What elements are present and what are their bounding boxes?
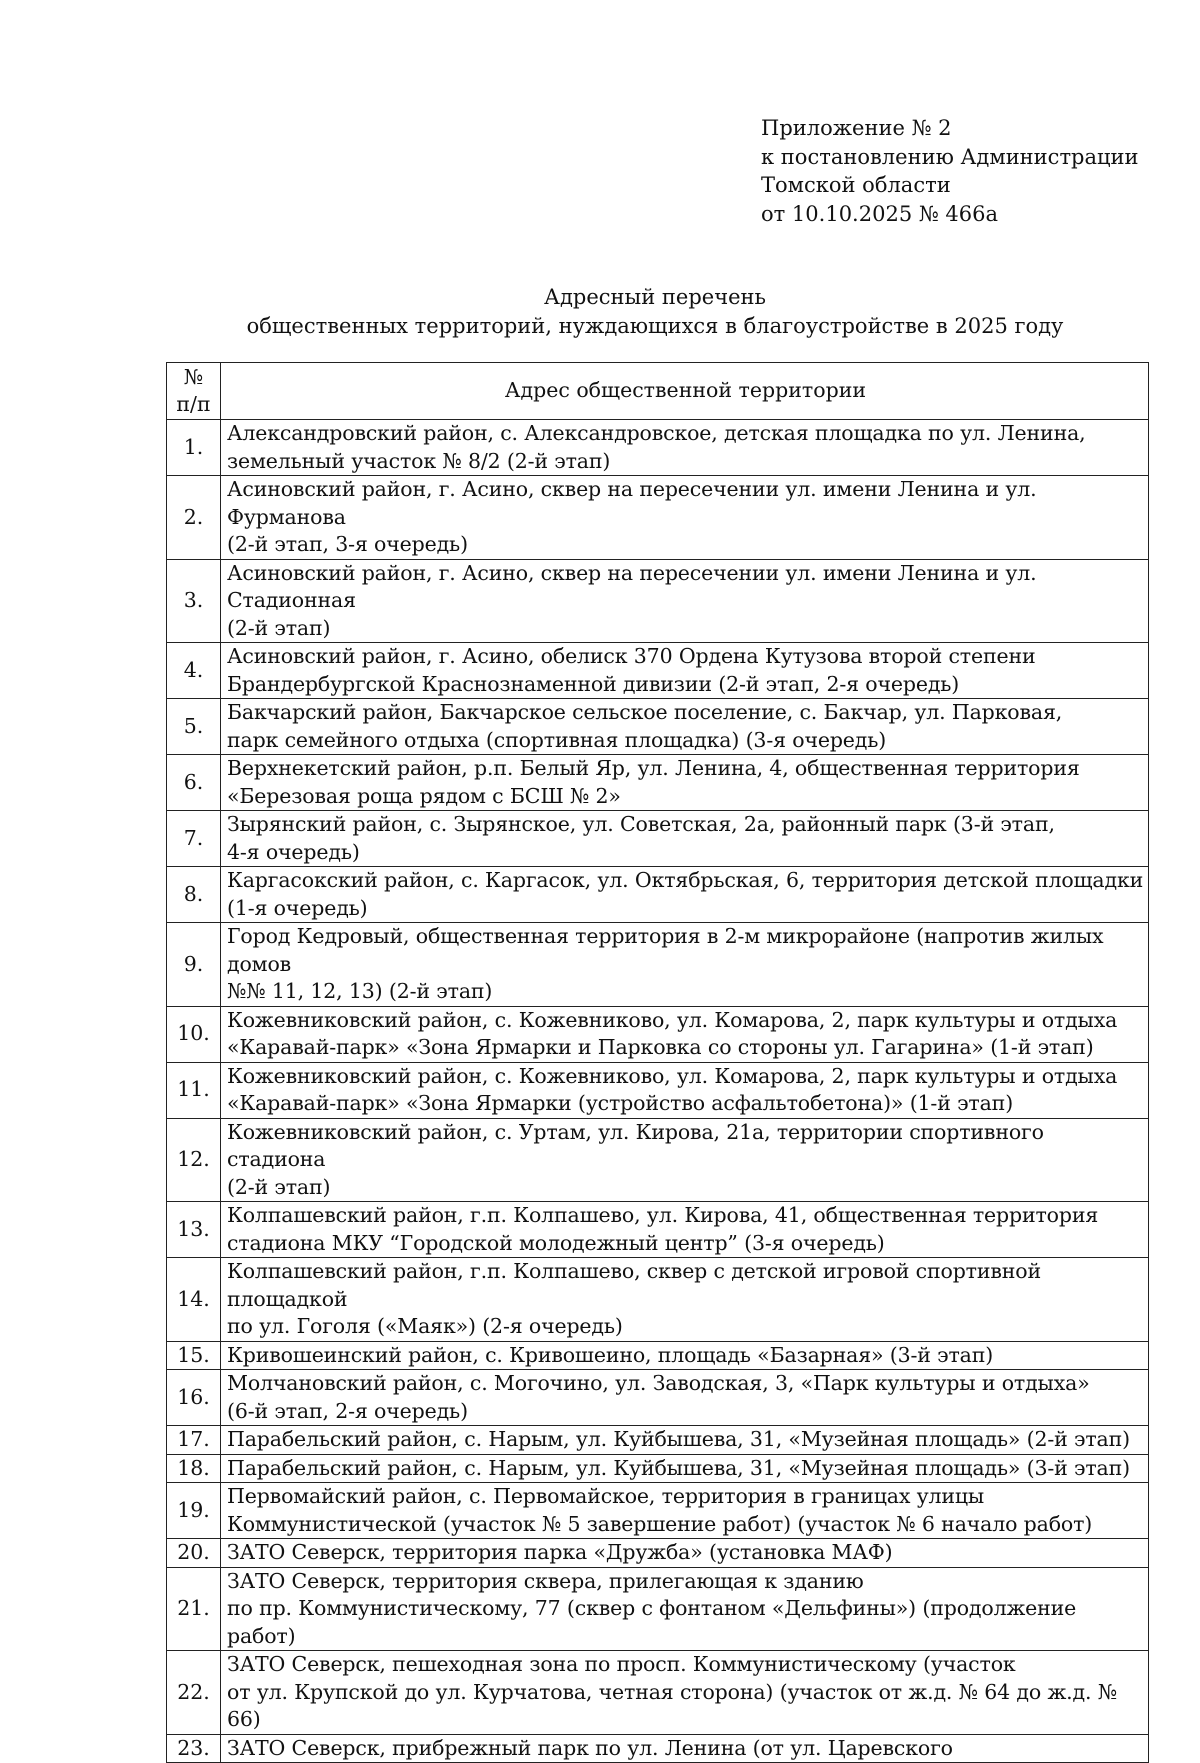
document-title: [165, 283, 1145, 340]
appendix-line-2: к постановлению Администрации: [761, 144, 1139, 169]
table-row: [167, 1370, 1149, 1426]
address-table: [166, 362, 1149, 1763]
row-address: ЗАТО Северск, территория парка «Дружба» (установка МАФ): [221, 1539, 1149, 1568]
row-address: ЗАТО Северск, пешеходная зона по просп. Коммунистическому (участок от ул. Крупской до ул. Курчатова, четная сторона) (участок от ж.д. № 64 до ж.д. № 66): [221, 1651, 1149, 1735]
row-address: Верхнекетский район, р.п. Белый Яр, ул. Ленина, 4, общественная территория «Березовая роща рядом с БСШ № 2»: [221, 755, 1149, 811]
row-number: 6.: [167, 755, 221, 811]
table-row: [167, 1202, 1149, 1258]
row-address: Парабельский район, с. Нарым, ул. Куйбышева, 31, «Музейная площадь» (2-й этап): [221, 1426, 1149, 1455]
table-row: [167, 923, 1149, 1007]
row-number: 19.: [167, 1483, 221, 1539]
row-number: 2.: [167, 476, 221, 560]
table-row: [167, 1006, 1149, 1062]
table-row: [167, 755, 1149, 811]
table-header-row: [167, 363, 1149, 420]
table-row: [167, 1651, 1149, 1735]
appendix-line-3: Томской области: [761, 173, 951, 197]
row-address: Асиновский район, г. Асино, сквер на пересечении ул. имени Ленина и ул. Стадионная (2-й этап): [221, 559, 1149, 643]
appendix-header: [761, 114, 1139, 228]
row-number: 11.: [167, 1062, 221, 1118]
row-address: ЗАТО Северск, территория сквера, прилегающая к зданию по пр. Коммунистическому, 77 (сквер с фонтаном «Дельфины») (продолжение работ): [221, 1567, 1149, 1651]
table-row: [167, 476, 1149, 560]
row-number: 16.: [167, 1370, 221, 1426]
title-line-2: общественных территорий, нуждающихся в благоустройстве в 2025 году: [246, 313, 1064, 338]
row-address: Асиновский район, г. Асино, сквер на пересечении ул. имени Ленина и ул. Фурманова (2-й этап, 3-я очередь): [221, 476, 1149, 560]
row-address: Асиновский район, г. Асино, обелиск 370 Ордена Кутузова второй степени Брандербургской Краснознаменной дивизии (2-й этап, 2-я очередь): [221, 643, 1149, 699]
row-address: Кожевниковский район, с. Кожевниково, ул. Комарова, 2, парк культуры и отдыха «Каравай-парк» «Зона Ярмарки (устройство асфальтобетона)» (1-й этап): [221, 1062, 1149, 1118]
header-address: Адрес общественной территории: [221, 363, 1149, 420]
row-number: 7.: [167, 811, 221, 867]
table-row: [167, 1734, 1149, 1763]
appendix-line-4: от 10.10.2025 № 466а: [761, 201, 998, 226]
title-line-1: Адресный перечень: [544, 285, 766, 309]
row-address: Парабельский район, с. Нарым, ул. Куйбышева, 31, «Музейная площадь» (3-й этап): [221, 1454, 1149, 1483]
table-row: [167, 1426, 1149, 1455]
table-row: [167, 643, 1149, 699]
row-address: Колпашевский район, г.п. Колпашево, сквер с детской игровой спортивной площадкой по ул. Гоголя («Маяк») (2-я очередь): [221, 1258, 1149, 1342]
row-number: 22.: [167, 1651, 221, 1735]
table-row: [167, 1539, 1149, 1568]
row-number: 4.: [167, 643, 221, 699]
header-number-label: № п/п: [176, 365, 211, 416]
row-number: 1.: [167, 420, 221, 476]
row-address: Александровский район, с. Александровское, детская площадка по ул. Ленина, земельный участок № 8/2 (2-й этап): [221, 420, 1149, 476]
row-address: Первомайский район, с. Первомайское, территория в границах улицы Коммунистической (участок № 5 завершение работ) (участок № 6 начало работ): [221, 1483, 1149, 1539]
row-number: 21.: [167, 1567, 221, 1651]
row-address: Молчановский район, с. Могочино, ул. Заводская, 3, «Парк культуры и отдыха» (6-й этап, 2-я очередь): [221, 1370, 1149, 1426]
header-number: [167, 363, 221, 420]
table-row: [167, 1118, 1149, 1202]
appendix-line-1: Приложение № 2: [761, 116, 952, 140]
row-address: Колпашевский район, г.п. Колпашево, ул. Кирова, 41, общественная территория стадиона МКУ “Городской молодежный центр” (3-я очередь): [221, 1202, 1149, 1258]
table-row: [167, 811, 1149, 867]
row-number: 18.: [167, 1454, 221, 1483]
row-address: Город Кедровый, общественная территория в 2-м микрорайоне (напротив жилых домов №№ 11, 12, 13) (2-й этап): [221, 923, 1149, 1007]
row-address: Кривошеинский район, с. Кривошеино, площадь «Базарная» (3-й этап): [221, 1341, 1149, 1370]
row-number: 20.: [167, 1539, 221, 1568]
table-row: [167, 1341, 1149, 1370]
table-row: [167, 1567, 1149, 1651]
row-number: 10.: [167, 1006, 221, 1062]
table-row: [167, 1258, 1149, 1342]
row-number: 5.: [167, 699, 221, 755]
row-number: 14.: [167, 1258, 221, 1342]
row-number: 13.: [167, 1202, 221, 1258]
table-row: [167, 559, 1149, 643]
row-address: Кожевниковский район, с. Кожевниково, ул. Комарова, 2, парк культуры и отдыха «Каравай-парк» «Зона Ярмарки и Парковка со стороны ул. Гагарина» (1-й этап): [221, 1006, 1149, 1062]
row-number: 3.: [167, 559, 221, 643]
row-number: 12.: [167, 1118, 221, 1202]
table-body: [167, 420, 1149, 1763]
row-address: Бакчарский район, Бакчарское сельское поселение, с. Бакчар, ул. Парковая, парк семейного отдыха (спортивная площадка) (3-я очередь): [221, 699, 1149, 755]
row-address: Каргасокский район, с. Каргасок, ул. Октябрьская, 6, территория детской площадки (1-я очередь): [221, 867, 1149, 923]
row-number: 17.: [167, 1426, 221, 1455]
row-address: ЗАТО Северск, прибрежный парк по ул. Ленина (от ул. Царевского: [221, 1734, 1149, 1763]
row-address: Зырянский район, с. Зырянское, ул. Советская, 2а, районный парк (3-й этап, 4-я очередь): [221, 811, 1149, 867]
row-number: 23.: [167, 1734, 221, 1763]
table-row: [167, 1062, 1149, 1118]
row-number: 15.: [167, 1341, 221, 1370]
row-number: 8.: [167, 867, 221, 923]
row-address: Кожевниковский район, с. Уртам, ул. Кирова, 21а, территории спортивного стадиона (2-й этап): [221, 1118, 1149, 1202]
row-number: 9.: [167, 923, 221, 1007]
table-row: [167, 1483, 1149, 1539]
table-row: [167, 699, 1149, 755]
table-row: [167, 867, 1149, 923]
table-row: [167, 420, 1149, 476]
table-row: [167, 1454, 1149, 1483]
